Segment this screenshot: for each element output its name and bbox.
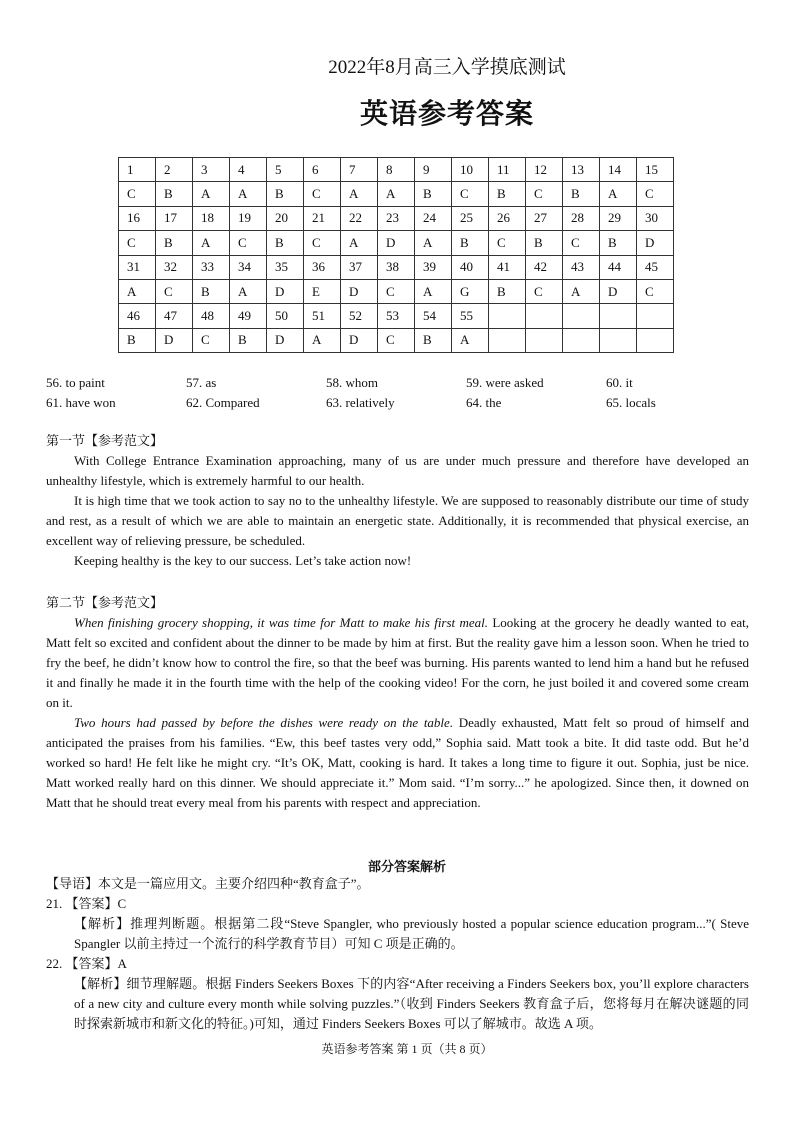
- table-cell: 12: [526, 158, 563, 182]
- table-cell: 19: [230, 206, 267, 230]
- table-cell: 45: [637, 255, 674, 279]
- table-cell: 14: [600, 158, 637, 182]
- table-cell: D: [378, 231, 415, 255]
- table-cell: 40: [452, 255, 489, 279]
- paragraph-text: Deadly exhausted, Matt felt so proud of himself and anticipated the praises from his families. “Ew, this beef tastes very odd,” Sophia said. Matt took a bite. It did taste odd. But he’d worked so hard! He felt like he might cry. “It’s OK, Matt, cooking is hard. It takes a long time to figure it out. Sophia, just be nice. Matt worked really hard on this dinner. We should appreciate it.” Mom said. “I’m sorry...” he apologized. Since then, it downed on Matt that he should treat every meal from his parents with respect and appreciation.: [46, 715, 749, 810]
- table-cell: C: [526, 279, 563, 303]
- fill-in-answer: 59. were asked: [466, 375, 544, 390]
- table-cell: 15: [637, 158, 674, 182]
- table-cell: [563, 328, 600, 352]
- question-number-row: [119, 158, 674, 182]
- answer-row: [119, 328, 674, 352]
- table-cell: 50: [267, 304, 304, 328]
- table-cell: 17: [156, 206, 193, 230]
- table-cell: C: [304, 231, 341, 255]
- fill-in-answer: 61. have won: [46, 395, 116, 410]
- table-cell: 39: [415, 255, 452, 279]
- table-cell: 43: [563, 255, 600, 279]
- table-cell: [526, 304, 563, 328]
- table-cell: A: [563, 279, 600, 303]
- table-cell: 28: [563, 206, 600, 230]
- table-cell: 13: [563, 158, 600, 182]
- italic-lead: When finishing grocery shopping, it was time for Matt to make his first meal.: [74, 615, 489, 630]
- fill-in-answer: 62. Compared: [186, 395, 260, 410]
- document-title: 2022年8月高三入学摸底测试: [328, 57, 566, 78]
- section-2: [46, 593, 749, 813]
- table-cell: B: [267, 231, 304, 255]
- table-cell: A: [193, 182, 230, 206]
- document-subtitle: 英语参考答案: [359, 97, 534, 130]
- table-cell: [563, 304, 600, 328]
- explanation-22: 【解析】细节理解题。根据 Finders Seekers Boxes 下的内容“After receiving a Finders Seekers box, you’ll explore characters of a new city and culture every month while solving puzzles.”（收到 Finders Seekers 教育盒子后，您将每月在解决谜题的同时探索新城市和新文化的特征。)可知，通过 Finders Seekers Boxes 可以了解城市。故选 A 项。: [74, 976, 749, 1031]
- table-cell: 51: [304, 304, 341, 328]
- table-cell: 27: [526, 206, 563, 230]
- fill-in-answer: 65. locals: [606, 395, 656, 410]
- table-cell: 44: [600, 255, 637, 279]
- analysis-intro: 【导语】本文是一篇应用文。主要介绍四种“教育盒子”。: [46, 876, 370, 891]
- table-cell: D: [600, 279, 637, 303]
- table-cell: 41: [489, 255, 526, 279]
- table-cell: B: [415, 328, 452, 352]
- table-cell: 49: [230, 304, 267, 328]
- table-cell: 30: [637, 206, 674, 230]
- table-cell: 16: [119, 206, 156, 230]
- table-cell: 20: [267, 206, 304, 230]
- answer-21: 21. 【答案】C: [46, 896, 127, 911]
- table-cell: C: [230, 231, 267, 255]
- table-cell: 36: [304, 255, 341, 279]
- table-cell: C: [489, 231, 526, 255]
- analysis-body: [46, 874, 749, 1034]
- table-cell: 5: [267, 158, 304, 182]
- table-cell: A: [378, 182, 415, 206]
- table-cell: B: [563, 182, 600, 206]
- fill-in-answer: 57. as: [186, 375, 217, 390]
- table-cell: 6: [304, 158, 341, 182]
- answer-row: [119, 231, 674, 255]
- table-cell: B: [526, 231, 563, 255]
- table-cell: 24: [415, 206, 452, 230]
- analysis-heading: 部分答案解析: [367, 860, 446, 875]
- table-cell: A: [230, 279, 267, 303]
- table-cell: C: [563, 231, 600, 255]
- table-cell: C: [119, 182, 156, 206]
- paragraph: With College Entrance Examination approaching, many of us are under much pressure and therefore have developed an unhealthy lifestyle, which is extremely harmful to our health.: [46, 453, 749, 488]
- table-cell: C: [304, 182, 341, 206]
- table-cell: A: [193, 231, 230, 255]
- table-cell: 1: [119, 158, 156, 182]
- table-cell: B: [119, 328, 156, 352]
- table-cell: B: [489, 279, 526, 303]
- table-cell: 2: [156, 158, 193, 182]
- table-cell: A: [230, 182, 267, 206]
- table-cell: B: [156, 231, 193, 255]
- table-cell: 11: [489, 158, 526, 182]
- table-cell: C: [378, 328, 415, 352]
- section-1-heading: 第一节【参考范文】: [46, 433, 164, 448]
- answer-row: [119, 279, 674, 303]
- table-cell: [637, 304, 674, 328]
- table-cell: 22: [341, 206, 378, 230]
- table-cell: 7: [341, 158, 378, 182]
- table-cell: C: [119, 231, 156, 255]
- table-cell: B: [267, 182, 304, 206]
- fill-in-answer: 63. relatively: [326, 395, 395, 410]
- answer-22: 22. 【答案】A: [46, 956, 127, 971]
- table-cell: B: [489, 182, 526, 206]
- question-number-row: [119, 206, 674, 230]
- table-cell: 33: [193, 255, 230, 279]
- table-cell: D: [341, 279, 378, 303]
- table-cell: 4: [230, 158, 267, 182]
- table-cell: C: [637, 182, 674, 206]
- page-footer: 英语参考答案 第 1 页（共 8 页）: [321, 1042, 493, 1056]
- table-cell: [600, 304, 637, 328]
- table-cell: C: [193, 328, 230, 352]
- table-cell: 3: [193, 158, 230, 182]
- question-number-row: [119, 255, 674, 279]
- fill-in-answer: 58. whom: [326, 375, 378, 390]
- table-cell: [637, 328, 674, 352]
- table-cell: D: [156, 328, 193, 352]
- paragraph: [46, 713, 749, 813]
- table-cell: B: [156, 182, 193, 206]
- table-cell: 21: [304, 206, 341, 230]
- table-cell: 32: [156, 255, 193, 279]
- table-cell: D: [341, 328, 378, 352]
- table-cell: A: [341, 182, 378, 206]
- fill-in-answer: 64. the: [466, 395, 502, 410]
- section-1: [46, 431, 749, 571]
- table-cell: A: [600, 182, 637, 206]
- table-cell: C: [378, 279, 415, 303]
- table-cell: 26: [489, 206, 526, 230]
- paragraph: It is high time that we took action to say no to the unhealthy lifestyle. We are supposed to reasonably distribute our time of study and rest, as a result of which we are able to maintain an energetic state. Additionally, it is recommended that physical exercise, an excellent way of relieving pressure, be scheduled.: [46, 493, 749, 548]
- table-cell: 42: [526, 255, 563, 279]
- table-cell: A: [119, 279, 156, 303]
- table-cell: [526, 328, 563, 352]
- explanation-21: 【解析】推理判断题。根据第二段“Steve Spangler, who previously hosted a popular science education program...”( Steve Spangler 以前主持过一个流行的科学教育节目）可知 C 项是正确的。: [74, 916, 749, 951]
- table-cell: 23: [378, 206, 415, 230]
- table-cell: C: [156, 279, 193, 303]
- table-cell: A: [341, 231, 378, 255]
- table-cell: C: [526, 182, 563, 206]
- paragraph-text: Looking at the grocery he deadly wanted to eat, Matt felt so excited and confident about the dinner to be made by him at first. But the reality gave him a lesson soon. When he tried to fry the beef, he didn’t know how to control the fire, so that the beef was burning. His parents wanted to lend him a hand but he refused it and finally he made it in the fourth time with the help of the cooking video! For the corn, he just boiled it and covered some cream on it.: [46, 615, 750, 710]
- table-cell: 54: [415, 304, 452, 328]
- table-cell: C: [637, 279, 674, 303]
- table-cell: D: [267, 328, 304, 352]
- table-cell: B: [415, 182, 452, 206]
- table-cell: C: [452, 182, 489, 206]
- table-cell: 18: [193, 206, 230, 230]
- table-cell: B: [600, 231, 637, 255]
- table-cell: E: [304, 279, 341, 303]
- answer-row: [119, 182, 674, 206]
- table-cell: 10: [452, 158, 489, 182]
- table-cell: A: [415, 231, 452, 255]
- table-cell: 53: [378, 304, 415, 328]
- table-cell: D: [267, 279, 304, 303]
- table-cell: 48: [193, 304, 230, 328]
- fill-in-answer: 56. to paint: [46, 375, 105, 390]
- table-cell: G: [452, 279, 489, 303]
- table-cell: 52: [341, 304, 378, 328]
- table-cell: 31: [119, 255, 156, 279]
- table-cell: B: [230, 328, 267, 352]
- table-cell: [600, 328, 637, 352]
- fill-in-answer: 60. it: [606, 375, 633, 390]
- table-cell: 25: [452, 206, 489, 230]
- paragraph: Keeping healthy is the key to our success. Let’s take action now!: [74, 553, 412, 568]
- table-cell: A: [415, 279, 452, 303]
- table-cell: D: [637, 231, 674, 255]
- table-cell: 55: [452, 304, 489, 328]
- table-cell: B: [452, 231, 489, 255]
- answer-table: [118, 157, 674, 353]
- table-cell: [489, 304, 526, 328]
- table-cell: A: [452, 328, 489, 352]
- section-2-heading: 第二节【参考范文】: [46, 595, 164, 610]
- table-cell: 46: [119, 304, 156, 328]
- table-cell: 8: [378, 158, 415, 182]
- table-cell: B: [193, 279, 230, 303]
- table-cell: [489, 328, 526, 352]
- table-cell: 34: [230, 255, 267, 279]
- table-cell: 47: [156, 304, 193, 328]
- table-cell: A: [304, 328, 341, 352]
- table-cell: 9: [415, 158, 452, 182]
- paragraph: [46, 613, 749, 713]
- table-cell: 29: [600, 206, 637, 230]
- italic-lead: Two hours had passed by before the dishes were ready on the table.: [74, 715, 454, 730]
- table-cell: 35: [267, 255, 304, 279]
- question-number-row: [119, 304, 674, 328]
- table-cell: 37: [341, 255, 378, 279]
- table-cell: 38: [378, 255, 415, 279]
